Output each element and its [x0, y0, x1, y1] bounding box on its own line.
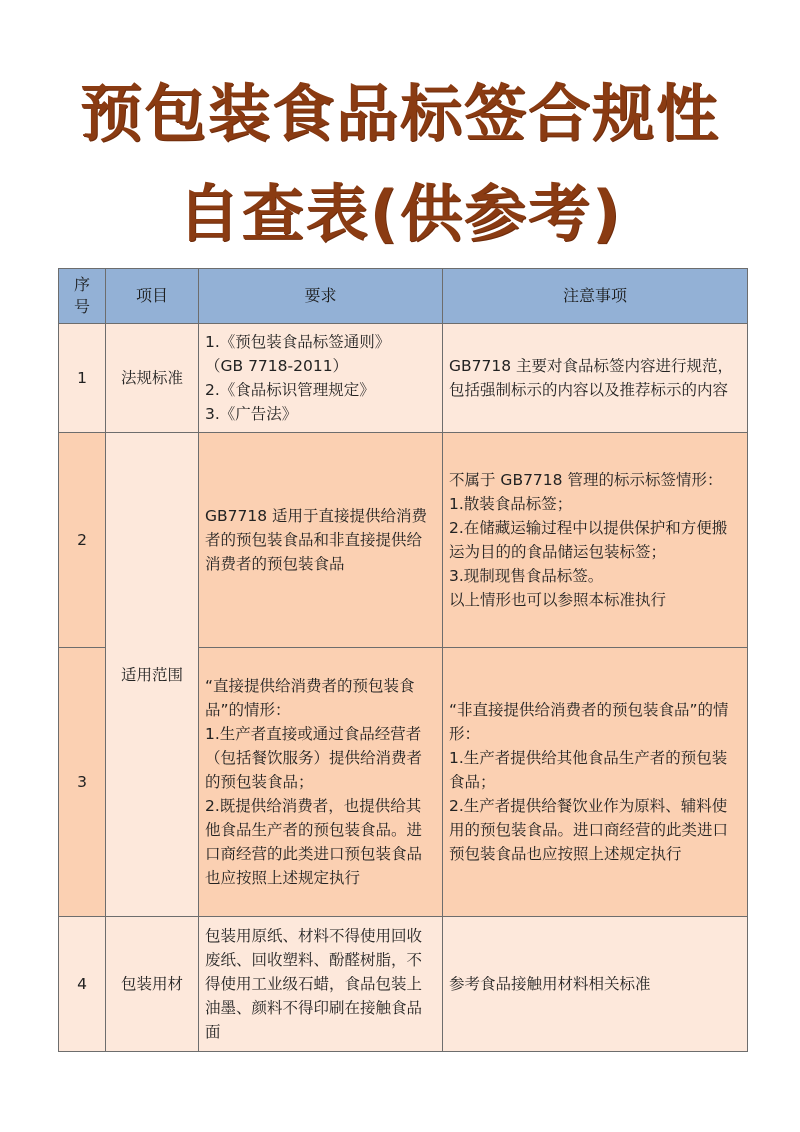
row-item: 法规标准	[106, 324, 199, 433]
row-requirement: “直接提供给消费者的预包装食品”的情形： 1.生产者直接或通过食品经营者（包括餐饮服务）提供给消费者的预包装食品； 2.既提供给消费者，也提供给其他食品生产者的预包装食品。进口商经营的此类进口预包装食品也应按照上述规定执行	[199, 648, 443, 917]
compliance-checklist-table	[58, 268, 748, 1052]
table-row	[59, 433, 748, 648]
row-item: 包装用材	[106, 917, 199, 1052]
row-seq: 3	[59, 648, 106, 917]
table-row	[59, 917, 748, 1052]
row-seq: 2	[59, 433, 106, 648]
row-notes: GB7718 主要对食品标签内容进行规范，包括强制标示的内容以及推荐标示的内容	[443, 324, 748, 433]
header-item: 项目	[106, 269, 199, 324]
row-notes: 参考食品接触用材料相关标准	[443, 917, 748, 1052]
row-requirement: 1.《预包装食品标签通则》 （GB 7718-2011） 2.《食品标识管理规定》 3.《广告法》	[199, 324, 443, 433]
header-notes: 注意事项	[443, 269, 748, 324]
row-notes: 不属于 GB7718 管理的标示标签情形： 1.散装食品标签； 2.在储藏运输过程中以提供保护和方便搬运为目的的食品储运包装标签； 3.现制现售食品标签。 以上情形也可以参照本标准执行	[443, 433, 748, 648]
page-title-line-2: 自查表(供参考)	[177, 177, 623, 250]
row-seq: 1	[59, 324, 106, 433]
row-seq: 4	[59, 917, 106, 1052]
row-requirement: 包装用原纸、材料不得使用回收废纸、回收塑料、酚醛树脂，不得使用工业级石蜡，食品包装上油墨、颜料不得印刷在接触食品面	[199, 917, 443, 1052]
table-row	[59, 324, 748, 433]
page-title-line-1: 预包装食品标签合规性	[79, 77, 720, 150]
row-item-merged: 适用范围	[106, 433, 199, 917]
header-requirement: 要求	[199, 269, 443, 324]
table-header-row	[59, 269, 748, 324]
header-seq: 序 号	[59, 269, 106, 324]
row-notes: “非直接提供给消费者的预包装食品”的情形： 1.生产者提供给其他食品生产者的预包装食品； 2.生产者提供给餐饮业作为原料、辅料使用的预包装食品。进口商经营的此类进口预包装食品也应按照上述规定执行	[443, 648, 748, 917]
row-requirement: GB7718 适用于直接提供给消费者的预包装食品和非直接提供给消费者的预包装食品	[199, 433, 443, 648]
